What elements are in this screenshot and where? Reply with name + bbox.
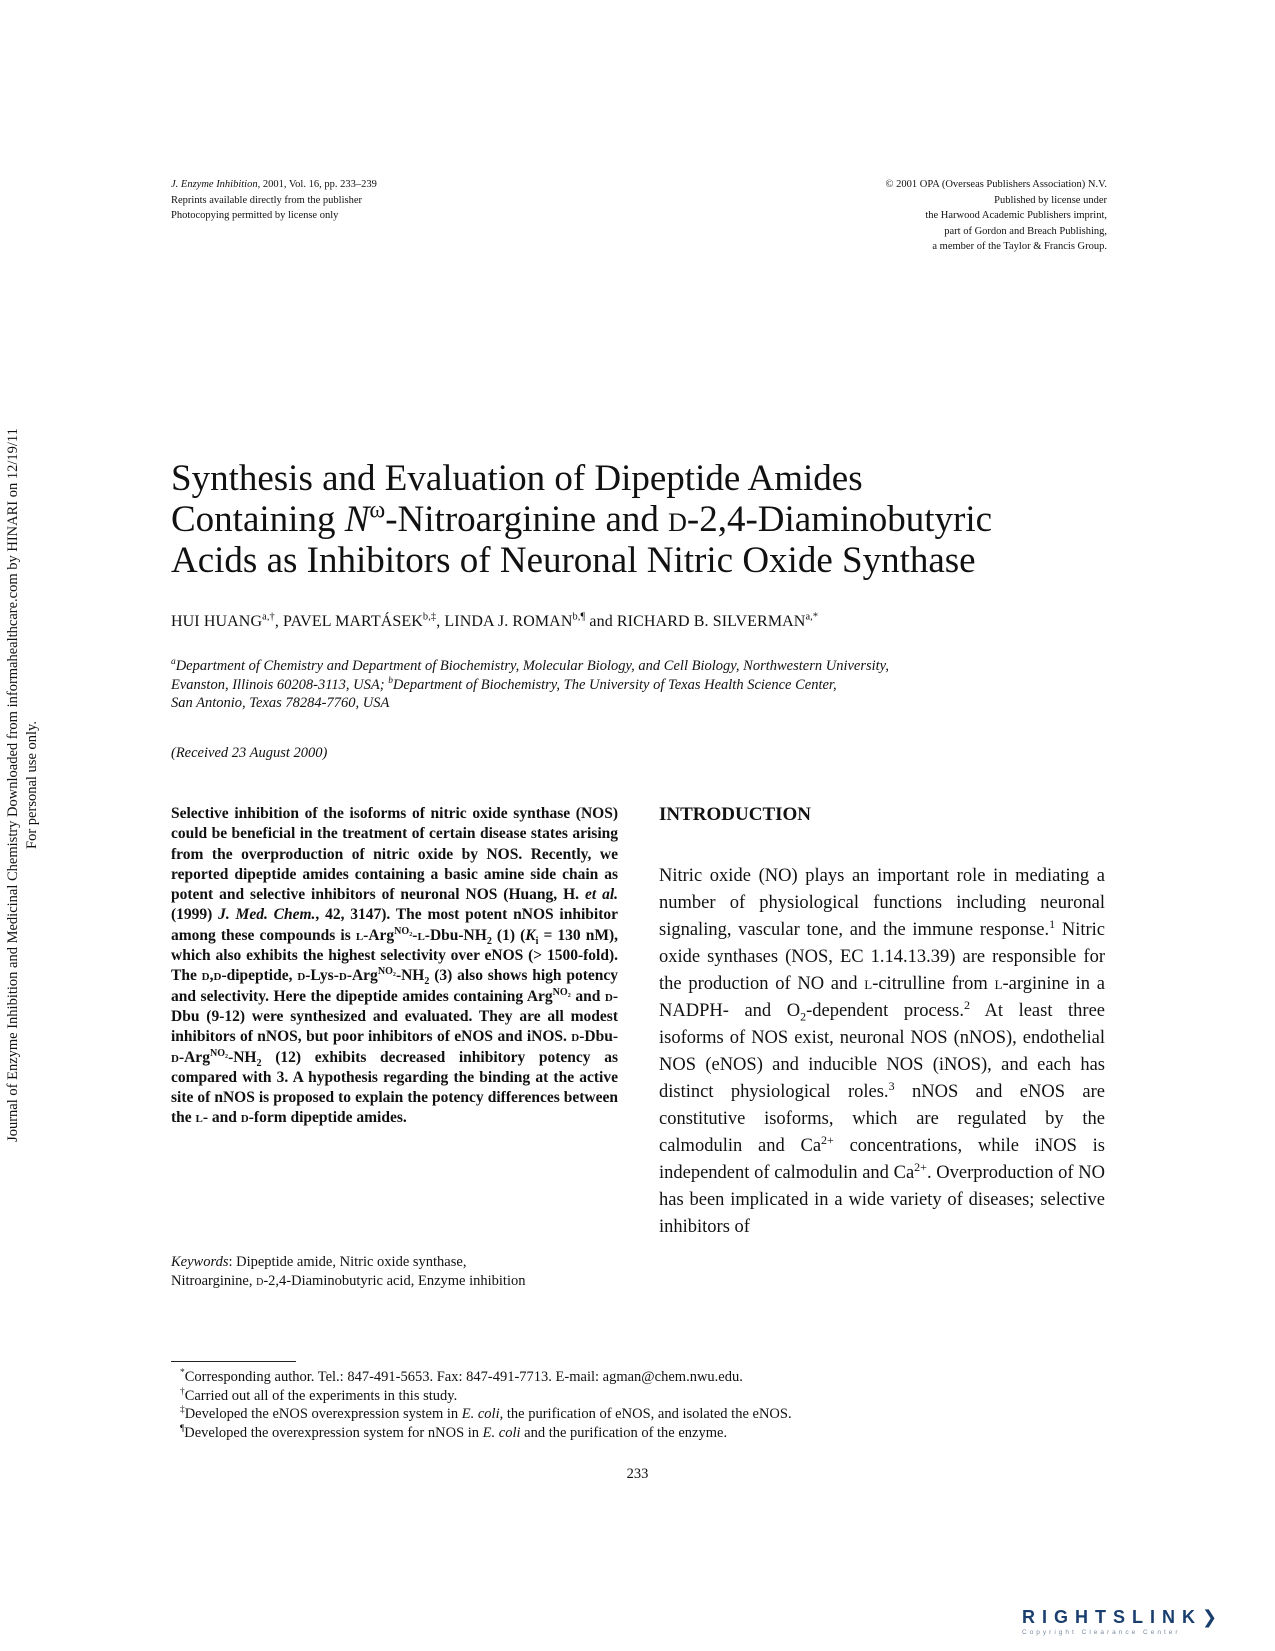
abstract-text: -Dbu-NH [424, 926, 487, 944]
abstract-text: d [297, 967, 306, 985]
introduction-heading: INTRODUCTION [659, 804, 812, 825]
footnote-text: E. coli [482, 1424, 521, 1441]
intro-text: nNOS and eNOS are constitutive isoforms, which are regulated by the calmodulin and Ca [659, 1082, 1105, 1156]
introduction-body [659, 863, 1105, 1241]
keywords [171, 1253, 631, 1291]
footnote-corresponding [180, 1368, 1080, 1387]
author-marker: b,¶ [572, 611, 586, 623]
affiliation-text: Department of Chemistry and Department of Biochemistry, Molecular Biology, and Cell Biology, Northwestern University, [175, 658, 889, 674]
footnote-text: , the purification of eNOS, and isolated the eNOS. [499, 1406, 792, 1422]
rightslink-tagline: Copyright Clearance Center [1022, 1629, 1181, 1636]
footnote-text: Carried out all of the experiments in this study. [184, 1387, 458, 1404]
author-name: and RICHARD B. SILVERMAN [585, 613, 806, 630]
abstract-sub: i [535, 935, 539, 947]
abstract-text: -Lys- [305, 967, 339, 985]
author-list [171, 613, 1171, 631]
rightslink-arrow-icon: ❯ [1202, 1607, 1218, 1628]
affiliation-line-2 [171, 676, 1091, 695]
citation-ref: 2 [963, 997, 970, 1012]
intro-text: -citrulline from [872, 974, 995, 994]
title-n: N [344, 499, 370, 540]
keywords-text: d [256, 1273, 264, 1289]
abstract-text: et al. [584, 886, 619, 904]
keywords-text: Nitroarginine, [171, 1273, 257, 1289]
publisher-line-5: a member of the Taylor & Francis Group. [932, 241, 1107, 252]
author-name: , PAVEL MARTÁSEK [274, 613, 423, 630]
abstract-text: (1) ( [491, 926, 526, 944]
footnote-text: Developed the overexpression system for nNOS in [184, 1424, 483, 1441]
intro-text: Nitric oxide synthases (NOS, EC 1.14.13.39) are responsible for the production of NO and [659, 920, 1105, 994]
abstract-sup: NO₂ [552, 986, 571, 998]
abstract-text: d [240, 1109, 249, 1127]
footnotes [180, 1368, 1080, 1442]
title-part: Containing [171, 499, 345, 540]
abstract-sub: 2 [486, 935, 492, 947]
abstract-text: and [570, 987, 605, 1005]
download-line: Journal of Enzyme Inhibition and Medicinal Chemistry Downloaded from informahealthcare.com by HINARI on 12/19/11 [5, 428, 21, 1142]
keywords-line-2 [171, 1272, 631, 1291]
abstract-text: , 42, 3147). The most potent nNOS inhibitor among these compounds is [171, 906, 618, 944]
photocopy-note: Photocopying permitted by license only [171, 210, 339, 221]
abstract-text: -NH [228, 1048, 257, 1066]
affiliation-text: Evanston, Illinois 60208-3113, USA; [171, 676, 389, 693]
abstract-text: -form dipeptide amides. [248, 1109, 407, 1127]
abstract-text: l [417, 926, 425, 944]
journal-citation: 2001, Vol. 16, pp. 233–239 [260, 179, 377, 190]
title-line-2 [171, 499, 992, 540]
abstract-text: -Arg [178, 1048, 210, 1066]
footnote-experiments [180, 1387, 1080, 1406]
title-line-3: Acids as Inhibitors of Neuronal Nitric Oxide Synthase [171, 540, 976, 581]
footnote-rule [171, 1361, 296, 1362]
citation-ref: 1 [1049, 916, 1056, 931]
abstract-text: (12) exhibits decreased inhibitory potency as compared with 3. A hypothesis regarding the binding at the active site of nNOS is proposed to explain the potency differences between the [171, 1048, 618, 1127]
rightslink-wordmark [1022, 1607, 1262, 1628]
abstract-text: - and [202, 1109, 241, 1127]
abstract-text: d [571, 1028, 580, 1046]
footnote-text: Corresponding author. Tel.: 847-491-5653. Fax: 847-491-7713. E-mail: agman@chem.nwu.edu. [184, 1369, 743, 1385]
abstract-text: l [355, 926, 364, 944]
title-d: d [668, 499, 687, 540]
intro-text: -arginine in a NADPH- and O [659, 974, 1105, 1021]
abstract-sup: NO₂ [394, 925, 413, 937]
abstract-text: (1999) [171, 906, 219, 924]
rightslink-word: RIGHTSLINK [1022, 1607, 1202, 1627]
page-number: 233 [626, 1466, 649, 1482]
affiliations [171, 657, 1091, 713]
footnote-marker: ¶ [180, 1423, 185, 1434]
author-name: , LINDA J. ROMAN [436, 613, 573, 630]
footnote-text: Developed the eNOS overexpression system in [184, 1406, 462, 1422]
citation-ref: 3 [888, 1078, 895, 1093]
received-date: (Received 23 August 2000) [171, 745, 328, 761]
intro-text: At least three isoforms of NOS exist, neuronal NOS (nNOS), endothelial NOS (eNOS) and inducible NOS (iNOS), and each has distinct physiological roles. [659, 1001, 1105, 1102]
abstract-text: d [338, 967, 347, 985]
keywords-text: : Dipeptide amide, Nitric oxide synthase, [228, 1254, 467, 1270]
intro-sup: 2+ [821, 1132, 834, 1147]
abstract-sup: NO₂ [377, 966, 396, 978]
journal-name: J. Enzyme Inhibition, [171, 179, 261, 190]
footnote-marker: * [180, 1368, 185, 1379]
abstract-sub: 2 [424, 976, 430, 988]
affiliation-line-1 [171, 657, 1091, 676]
intro-text: . Overproduction of NO has been implicated in a wide variety of diseases; selective inhibitors of [659, 1163, 1105, 1237]
abstract-text: K [525, 926, 536, 944]
abstract-sup: NO₂ [209, 1047, 229, 1059]
keywords-line-1 [171, 1253, 631, 1272]
abstract-text: l [195, 1109, 203, 1127]
abstract-text: -dipeptide, [221, 967, 298, 985]
abstract-text: Selective inhibition of the isoforms of nitric oxide synthase (NOS) could be beneficial in the treatment of certain disease states arising from the overproduction of nitric oxide by NOS. Recently, we reported dipeptide amides containing a basic amine side chain as potent and selective inhibitors of neuronal NOS (Huang, H. [171, 805, 618, 904]
title-part: -2,4-Diaminobutyric [686, 499, 993, 540]
reprints-note: Reprints available directly from the publisher [171, 194, 362, 206]
author-name: HUI HUANG [171, 613, 263, 630]
footnote-marker: † [180, 1386, 185, 1397]
intro-sup: 2+ [914, 1159, 927, 1174]
affiliation-line-3: San Antonio, Texas 78284-7760, USA [171, 695, 390, 711]
publisher-line-3: the Harwood Academic Publishers imprint, [925, 210, 1107, 221]
abstract-sub: 2 [256, 1057, 262, 1069]
footnote-text: and the purification of the enzyme. [520, 1424, 728, 1441]
download-watermark [4, 335, 42, 1235]
journal-header-left [171, 177, 551, 224]
affiliation-marker: a [171, 657, 176, 668]
author-marker: a,* [805, 611, 819, 623]
abstract-text: - [412, 926, 418, 944]
intro-sub: 2 [800, 1009, 807, 1024]
intro-text: Nitric oxide (NO) plays an important role in mediating a number of physiological functions including neuronal signaling, vascular tone, and the immune response. [659, 866, 1105, 940]
abstract-text: -NH [395, 967, 425, 985]
abstract-text: d [171, 1048, 179, 1066]
abstract-text: d [604, 987, 613, 1005]
abstract-text: J. Med. Chem. [218, 906, 316, 924]
keywords-label: Keywords [171, 1254, 229, 1270]
abstract [171, 804, 618, 1129]
affiliation-marker: b [388, 675, 393, 686]
footnote-text: E. coli [461, 1406, 500, 1422]
footnote-nnos [180, 1424, 1080, 1443]
abstract-text: d,d [201, 967, 222, 985]
copyright-line: © 2001 OPA (Overseas Publishers Association) N.V. [885, 179, 1107, 190]
abstract-text: -Dbu (9-12) were synthesized and evaluated. They are all modest inhibitors of nNOS, but poor inhibitors of eNOS and iNOS. [171, 987, 618, 1046]
abstract-text: -Dbu- [579, 1028, 618, 1046]
footnote-marker: ‡ [180, 1405, 185, 1416]
title-omega: ω [369, 497, 386, 524]
abstract-text: = 130 nM), which also exhibits the highest selectivity over eNOS (> 1500-fold). The [171, 926, 618, 985]
personal-use-line: For personal use only. [24, 721, 40, 849]
publisher-line-4: part of Gordon and Breach Publishing, [944, 225, 1107, 237]
intro-text: -dependent process. [806, 1001, 964, 1021]
abstract-text: (3) also shows high potency and selectivity. Here the dipeptide amides containing Arg [171, 967, 618, 1005]
keywords-text: -2,4-Diaminobutyric acid, Enzyme inhibition [263, 1273, 526, 1289]
abstract-text: -Arg [363, 926, 395, 944]
affiliation-text: Department of Biochemistry, The University of Texas Health Science Center, [392, 676, 837, 693]
publisher-line-2: Published by license under [994, 194, 1107, 206]
intro-text: l [864, 974, 873, 994]
publisher-header-right [687, 177, 1107, 255]
intro-text: concentrations, while iNOS is independent of calmodulin and Ca [659, 1136, 1105, 1183]
abstract-text: -Arg [346, 967, 378, 985]
title-part: -Nitroarginine and [385, 499, 669, 540]
paper-title [171, 458, 1131, 581]
author-marker: a,† [262, 611, 275, 623]
intro-text: l [994, 974, 1003, 994]
author-marker: b,‡ [422, 611, 437, 623]
footnote-enos [180, 1405, 1080, 1424]
title-line-1: Synthesis and Evaluation of Dipeptide Amides [171, 458, 863, 499]
rightslink-logo[interactable] [1022, 1607, 1262, 1643]
